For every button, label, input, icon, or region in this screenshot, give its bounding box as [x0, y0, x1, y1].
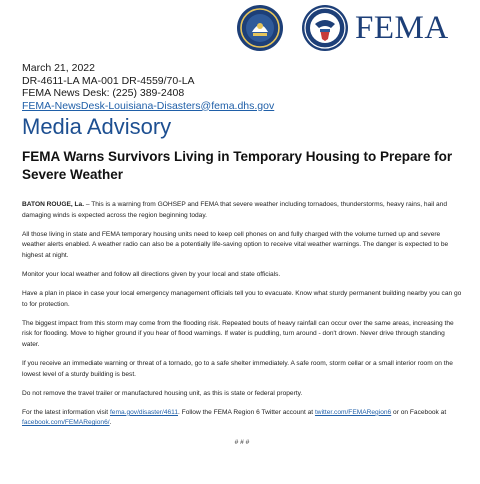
release-date: March 21, 2022 — [22, 62, 95, 74]
dateline: BATON ROUGE, La. — [22, 201, 85, 208]
paragraph-5: The biggest impact from this storm may come from the flooding risk. Repeated bouts of heavy rainfall can occur over the same areas, increasing the risk for flooding. Move to higher ground if you hear of flood warnings. If water is puddling, turn around - don't drown. Never drive through standing water. — [22, 319, 454, 348]
paragraph-2: All those living in state and FEMA temporary housing units need to keep cell phones on and fully charged with the volume turned up and severe weather alerts enabled. A weather radio can also be a potentially life-saving option to receive vital weather warnings. The danger is expected to be highest at night. — [22, 230, 449, 259]
release-header — [22, 62, 274, 112]
paragraph-4: Have a plan in place in case your local emergency management officials tell you to evacuate. Know what sturdy permanent building nearby you can go to for protection. — [22, 290, 462, 308]
dhs-seal-icon — [301, 4, 349, 52]
page-title: Media Advisory — [22, 114, 172, 139]
release-number: DR-4611-LA MA-001 DR-4559/70-LA — [22, 74, 195, 87]
louisiana-seal-icon — [236, 4, 284, 52]
headline: FEMA Warns Survivors Living in Temporary Housing to Prepare for Severe Weather — [22, 149, 453, 182]
facebook-link[interactable]: facebook.com/FEMARegion6/ — [22, 419, 110, 427]
news-desk-email-link[interactable]: FEMA-NewsDesk-Louisiana-Disasters@fema.dhs.gov — [22, 99, 275, 112]
fema-disaster-link[interactable]: fema.gov/disaster/4611 — [109, 408, 179, 416]
advisory-body — [22, 200, 462, 448]
paragraph-7: Do not remove the travel trailer or manufactured housing unit, as this is state or federal property. — [22, 389, 303, 397]
paragraph-8: For the latest information visit fema.gov/disaster/4611. Follow the FEMA Region 6 Twitter account at twitter.com/FEMARegion6 or on Facebook at facebook.com/FEMARegion6/. — [22, 408, 447, 427]
paragraph-6: If you receive an immediate warning or threat of a tornado, go to a safe shelter immediately. A safe room, storm cellar or a small interior room on the lowest level of a sturdy building is best. — [22, 360, 453, 378]
news-desk-phone: FEMA News Desk: (225) 389-2408 — [22, 87, 185, 99]
fema-logo-text: FEMA — [355, 10, 449, 46]
paragraph-1: BATON ROUGE, La. – This is a warning from GOHSEP and FEMA that severe weather including tornadoes, thunderstorms, heavy rains, hail and damaging winds is expected across the region beginning today. — [22, 201, 448, 219]
end-mark: # # # — [234, 438, 250, 446]
paragraph-3: Monitor your local weather and follow all directions given by your local and state officials. — [22, 270, 281, 278]
twitter-link[interactable]: twitter.com/FEMARegion6 — [314, 408, 392, 416]
